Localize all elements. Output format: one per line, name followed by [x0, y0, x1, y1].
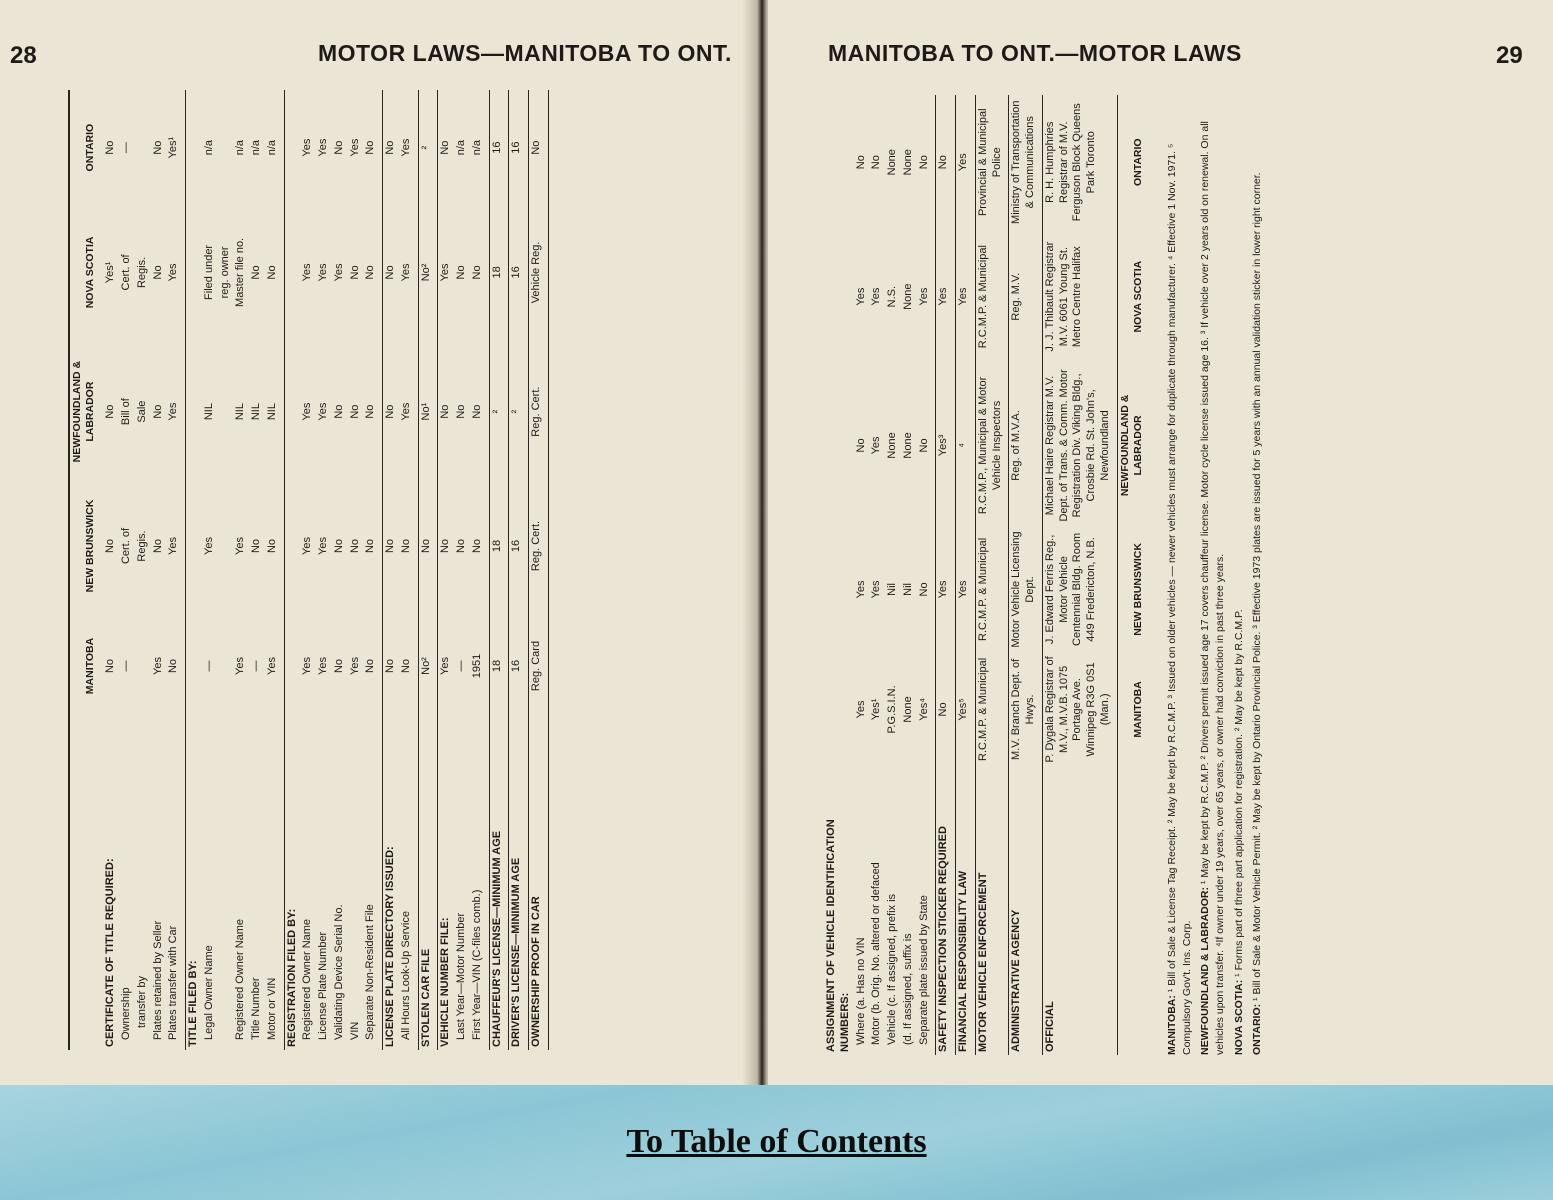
row-label: Registered Owner Name [301, 918, 314, 1040]
row-value: R.C.M.P., Municipal & Motor Vehicle Inspectors [975, 364, 1009, 527]
row-value [284, 205, 300, 339]
row-value: No [363, 90, 382, 205]
row-value: Yes⁵ [956, 652, 976, 767]
row-value: No [265, 205, 284, 339]
row-value: Yes [317, 138, 329, 157]
row-value [218, 608, 234, 723]
row-value: Yes [854, 287, 867, 306]
row-value: Yes [301, 657, 314, 675]
row-value: No [399, 484, 418, 609]
row-value: Sale [135, 400, 148, 423]
row-label: License Plate Number [317, 931, 329, 1040]
row-value [824, 229, 854, 363]
row-value [824, 652, 854, 767]
row-value: ² [489, 340, 509, 484]
table-row [300, 90, 316, 1050]
row-value: Cert. of [120, 254, 132, 291]
table-of-contents-link[interactable]: To Table of Contents [626, 1123, 927, 1160]
table-row [218, 90, 234, 1050]
row-label: Legal Owner Name [202, 945, 215, 1040]
row-value: No [854, 438, 867, 453]
row-value: No [166, 608, 185, 723]
row-value: Yes [870, 436, 883, 455]
row-value: No [363, 205, 382, 339]
row-value: Yes [936, 229, 956, 363]
row-value: No [104, 404, 117, 419]
row-value: NIL [202, 403, 215, 421]
row-value: No² [418, 608, 438, 723]
row-label: Title Number [250, 977, 262, 1040]
row-value: Yes [854, 580, 867, 599]
row-label: Plates retained by Seller [151, 920, 164, 1040]
table-row [249, 90, 265, 1050]
footnote-lead: MANITOBA: [1165, 995, 1178, 1055]
row-value: Nil [886, 583, 898, 596]
row-label: First Year—VIN (C-files comb.) [470, 724, 489, 1050]
row-value: No [332, 404, 345, 419]
table-row [186, 90, 202, 1050]
row-value: No [439, 404, 452, 419]
table-row [103, 90, 119, 1050]
row-value: NIL [265, 340, 284, 484]
row-label: Validating Device Serial No. [332, 904, 345, 1040]
table-row [1009, 95, 1043, 1055]
row-value: Yes [234, 537, 247, 555]
row-label: CHAUFFEUR'S LICENSE—MINIMUM AGE [489, 724, 509, 1050]
row-value: Regis. [135, 530, 148, 562]
row-value [186, 205, 202, 339]
row-value: Yes [317, 537, 329, 555]
row-value: Master file no. [234, 237, 247, 307]
right-table-footer-header-cell: NEW BRUNSWICK [1131, 543, 1144, 636]
row-value: n/a [455, 139, 467, 156]
row-value: — [250, 660, 262, 672]
row-value: No [439, 140, 452, 155]
row-value: No [348, 404, 361, 419]
row-value: R. H. Humphries Registrar of M.V. Ferguson Block Queens Park Toronto [1042, 95, 1117, 229]
row-value: No [418, 484, 438, 609]
table-row [869, 95, 885, 1055]
right-table [824, 95, 1151, 1055]
footnote [1250, 95, 1265, 1055]
row-value: Yes [234, 657, 247, 675]
footnote-text: ¹ May be kept by R.C.M.P. ² Drivers permit issued age 17 covers chauffeur license. Motor cycle license issued age 16. ³ If vehicle over 2 years old on renewal. On all vehicles upon transfer. ⁴If owner under 19 years, over 65 years, or owner had conviction in past three years. [1199, 121, 1227, 1055]
table-row [901, 95, 917, 1055]
row-value: Yes [332, 263, 345, 282]
row-value: No [250, 538, 262, 554]
row-value: n/a [250, 139, 262, 156]
row-value: No [455, 404, 467, 419]
right-table-footer-header [1117, 95, 1151, 1055]
row-label: All Hours Look-Up Service [399, 724, 418, 1050]
row-value: Yes [854, 700, 867, 719]
row-value: Yes [317, 263, 329, 282]
row-value: ⁴ [956, 364, 976, 527]
row-value: ² [509, 340, 529, 484]
row-value: No [455, 265, 467, 280]
row-value: Yes [956, 527, 976, 652]
row-value: None [901, 149, 914, 176]
table-row [509, 90, 529, 1050]
left-table-header-cell: ONTARIO [84, 123, 97, 172]
left-table-header-cell [69, 724, 103, 1050]
left-rotated-table-wrapper [68, 90, 549, 1050]
row-value: No [455, 538, 467, 554]
row-value: Regis. [135, 256, 148, 289]
table-row [975, 95, 1009, 1055]
row-value: Yes [301, 402, 314, 421]
row-label: ADMINISTRATIVE AGENCY [1009, 767, 1043, 1055]
row-label: (d. If assigned, suffix is [901, 933, 914, 1045]
row-value: R.C.M.P. & Municipal [975, 229, 1009, 363]
page-number-left: 28 [10, 42, 37, 69]
row-value: No [250, 265, 262, 280]
row-value: No [332, 538, 345, 554]
row-value: Yes [301, 138, 314, 157]
row-value: Yes [956, 229, 976, 363]
table-row [348, 90, 364, 1050]
right-table-footer-header-cell: NOVA SCOTIA [1131, 260, 1144, 333]
row-label: REGISTRATION FILED BY: [285, 908, 298, 1047]
row-value: Provincial & Municipal Police [975, 95, 1009, 229]
row-label: DRIVER'S LICENSE—MINIMUM AGE [509, 724, 529, 1050]
row-value [824, 364, 854, 527]
row-value: 18 [489, 205, 509, 339]
footnote-text: ¹ Bill of Sale & License Tag Receipt. ² May be kept by R.C.M.P. ³ Issued on older vehicles — newer vehicles must arrange for duplicate through manufacturer. ⁴ Effective 1 Nov. 1971. ⁵ Compulsory Gov't. Ins. Corp. [1165, 143, 1193, 1055]
row-value: Yes³ [936, 364, 956, 527]
row-value: Yes [265, 608, 284, 723]
row-value: No [384, 538, 396, 554]
row-value: Yes [348, 138, 361, 157]
row-value: Vehicle Reg. [529, 205, 549, 339]
row-value [186, 608, 202, 723]
row-value: None [901, 432, 914, 459]
row-value: No [399, 608, 418, 723]
row-value: No [363, 608, 382, 723]
row-value: Cert. of [120, 527, 132, 565]
row-value [218, 340, 234, 484]
row-value: reg. owner [218, 246, 231, 299]
row-label: CERTIFICATE OF TITLE REQUIRED: [104, 858, 117, 1047]
row-value: R.C.M.P. & Municipal [975, 652, 1009, 767]
table-row [854, 95, 870, 1055]
table-row [202, 90, 218, 1050]
row-value: Yes [166, 484, 185, 609]
row-value [284, 608, 300, 723]
row-value: J. J. Thibault Registrar M.V. 6061 Young St. Metro Centre Halifax [1042, 229, 1117, 363]
row-value: No [104, 140, 117, 155]
row-value: 16 [509, 205, 529, 339]
left-table-header-cell: NEW BRUNSWICK [84, 499, 97, 593]
table-row [936, 95, 956, 1055]
row-value: None [886, 149, 898, 176]
row-value: n/a [202, 139, 215, 156]
footnote-lead: ONTARIO: [1250, 1003, 1263, 1055]
right-table-footer-header-cell: MANITOBA [1131, 681, 1144, 738]
row-value: Yes [439, 263, 452, 282]
table-row [438, 90, 454, 1050]
table-row [956, 95, 976, 1055]
row-value [824, 95, 854, 229]
row-value: No [151, 265, 164, 280]
row-value: No [529, 90, 549, 205]
row-label: Where (a. Has no VIN [854, 937, 867, 1045]
left-table-header-cell: NOVA SCOTIA [84, 236, 97, 309]
left-table [68, 90, 549, 1050]
row-value: 18 [489, 608, 509, 723]
row-value: 16 [509, 90, 529, 205]
row-value: Ministry of Transportation & Communications [1009, 95, 1043, 229]
table-row [1042, 95, 1117, 1055]
row-value: Reg. Card [529, 608, 549, 723]
table-row [233, 90, 249, 1050]
table-row [151, 90, 167, 1050]
row-value: Yes [870, 287, 883, 306]
row-label: VEHICLE NUMBER FILE: [439, 917, 452, 1047]
row-value [135, 90, 151, 205]
row-value: Motor Vehicle Licensing Dept. [1009, 527, 1043, 652]
row-value: Reg. M.V. [1009, 229, 1043, 363]
row-label: SAFETY INSPECTION STICKER REQUIRED [936, 767, 956, 1055]
row-label: OWNERSHIP PROOF IN CAR [529, 724, 549, 1050]
row-label: Ownership [120, 987, 132, 1040]
row-value: — [202, 660, 215, 672]
row-value: Yes [166, 340, 185, 484]
row-value: No [104, 658, 117, 674]
row-value: None [901, 696, 914, 723]
table-row [119, 90, 135, 1050]
running-head-right: MANITOBA TO ONT.—MOTOR LAWS [828, 40, 1242, 66]
table-row [917, 95, 936, 1055]
row-value: Filed under [202, 244, 215, 300]
row-value: NIL [234, 403, 247, 421]
row-value: No [384, 140, 396, 155]
row-label: Plates transfer with Car [166, 724, 185, 1050]
row-value: No [332, 658, 345, 674]
running-head-left: MOTOR LAWS—MANITOBA TO ONT. [318, 40, 732, 66]
left-page [0, 0, 758, 1085]
footnote-lead: NOVA SCOTIA: [1232, 979, 1245, 1055]
row-label [218, 724, 234, 1050]
left-table-header-cell: MANITOBA [84, 637, 97, 695]
right-rotated-table-wrapper [824, 95, 1268, 1055]
row-value: None [901, 283, 914, 310]
row-value: Yes [956, 95, 976, 229]
footnotes [1165, 95, 1265, 1055]
row-value: No¹ [418, 340, 438, 484]
row-value: Bill of [120, 398, 132, 426]
row-value: No [151, 404, 164, 419]
row-label: transfer by [135, 976, 148, 1028]
row-value: ² [418, 90, 438, 205]
row-value: Yes [166, 205, 185, 339]
row-value: Yes [317, 402, 329, 421]
right-table-footer-header-cell: ONTARIO [1131, 138, 1144, 187]
row-label: ASSIGNMENT OF VEHICLE IDENTIFICATION NUMBERS: [825, 819, 851, 1052]
footnote-text: ¹ Forms part of three part application for registration. ² May be kept by R.C.M.P. [1232, 609, 1245, 977]
row-value: No [348, 538, 361, 554]
left-table-header-cell: NEWFOUNDLAND & LABRADOR [71, 360, 97, 463]
row-value: Yes [439, 657, 452, 675]
table-row [885, 95, 901, 1055]
row-value: No [470, 205, 489, 339]
row-label: STOLEN CAR FILE [418, 724, 438, 1050]
row-value: No [151, 140, 164, 155]
table-row [166, 90, 185, 1050]
row-value: None [886, 432, 898, 459]
row-value: J. Edward Ferris Reg., Motor Vehicle Centennial Bldg. Room 449 Fredericton, N.B. [1042, 527, 1117, 652]
row-value: No [265, 484, 284, 609]
row-label: Registered Owner Name [234, 918, 247, 1040]
row-value: M.V. Branch Dept. of Hwys. [1009, 652, 1043, 767]
row-label: Motor or VIN [265, 724, 284, 1050]
row-value [186, 90, 202, 205]
row-value: No [470, 484, 489, 609]
table-row [529, 90, 549, 1050]
row-value [135, 608, 151, 723]
row-value: Yes [317, 657, 329, 675]
table-row [470, 90, 489, 1050]
row-value [186, 484, 202, 609]
row-value [186, 340, 202, 484]
table-row [316, 90, 332, 1050]
footnote-lead: NEWFOUNDLAND & LABRADOR: [1199, 887, 1212, 1055]
footnote [1165, 95, 1195, 1055]
row-value: — [455, 660, 467, 672]
right-table-footer-header-cell [1117, 767, 1151, 1055]
left-table-header [69, 90, 103, 1050]
table-row [454, 90, 470, 1050]
row-value: — [120, 660, 132, 672]
page-number-right: 29 [1496, 42, 1523, 69]
row-value: No [384, 404, 396, 419]
row-value [218, 90, 234, 205]
row-value: n/a [470, 90, 489, 205]
row-label: TITLE FILED BY: [187, 960, 199, 1047]
table-row [489, 90, 509, 1050]
row-value: 16 [509, 608, 529, 723]
row-value: No [384, 265, 396, 280]
row-value: Yes [399, 340, 418, 484]
row-value: 18 [489, 484, 509, 609]
row-value: P.G.S.I.N. [886, 685, 898, 734]
row-value: Yes [399, 90, 418, 205]
row-value: R.C.M.P. & Municipal [975, 527, 1009, 652]
footnote [1198, 95, 1228, 1055]
row-value: Yes [151, 657, 164, 675]
table-row [399, 90, 418, 1050]
row-value: No [439, 538, 452, 554]
row-value: 16 [489, 90, 509, 205]
row-value: Yes [348, 657, 361, 675]
row-label: MOTOR VEHICLE ENFORCEMENT [975, 767, 1009, 1055]
row-value: Nil [901, 583, 914, 596]
row-value: Reg. Cert. [529, 484, 549, 609]
row-value: Yes⁴ [917, 652, 936, 767]
row-value: Yes [399, 205, 418, 339]
row-label: FINANCIAL RESPONSIBILITY LAW [956, 767, 976, 1055]
row-value: Yes [202, 537, 215, 555]
row-value: No [104, 538, 117, 554]
table-row [383, 90, 399, 1050]
row-label: LICENSE PLATE DIRECTORY ISSUED: [384, 846, 396, 1047]
row-value: 16 [509, 484, 529, 609]
row-value: n/a [265, 90, 284, 205]
row-value: Yes¹ [870, 698, 883, 721]
row-value: P. Dygala Registrar of M.V., M.V.B. 1075 Portage Ave. Winnipeg R3G 0S1 (Man.) [1042, 652, 1117, 767]
row-value [284, 484, 300, 609]
row-value: No [870, 155, 883, 170]
row-value: Yes [301, 537, 314, 555]
row-label: OFFICIAL [1042, 767, 1117, 1055]
row-value: No [854, 155, 867, 170]
row-label: Vehicle (c. If assigned, prefix is [886, 893, 898, 1045]
row-value: No [332, 140, 345, 155]
row-value: Yes [870, 580, 883, 599]
row-value: Yes [936, 527, 956, 652]
row-value: No [348, 265, 361, 280]
row-value: No² [418, 205, 438, 339]
row-label: Motor (b. Orig. No. altered or defaced [870, 862, 883, 1045]
footnote [1232, 95, 1247, 1055]
row-value: Yes [301, 263, 314, 282]
row-value: No [363, 484, 382, 609]
table-row [265, 90, 284, 1050]
table-row [135, 90, 151, 1050]
row-value: NIL [250, 403, 262, 421]
row-label: VIN [348, 1021, 361, 1040]
row-value: — [120, 142, 132, 154]
right-table-footer-header-cell: NEWFOUNDLAND & LABRADOR [1118, 394, 1144, 497]
row-value [218, 484, 234, 609]
row-value: No [384, 658, 396, 674]
row-value: 1951 [470, 608, 489, 723]
table-row [284, 90, 300, 1050]
bottom-navigation-bar [0, 1085, 1553, 1200]
row-value: No [363, 340, 382, 484]
row-value: Reg. Cert. [529, 340, 549, 484]
row-label: Separate plate issued by State [917, 767, 936, 1055]
row-value: No [936, 652, 956, 767]
row-value: Yes [917, 229, 936, 363]
row-value [284, 90, 300, 205]
row-label: Separate Non-Resident File [363, 724, 382, 1050]
row-label: Last Year—Motor Number [455, 912, 467, 1040]
right-page [768, 0, 1553, 1085]
table-row [332, 90, 348, 1050]
table-row [824, 95, 854, 1055]
footnote-text: ¹ Bill of Sale & Motor Vehicle Permit. ² May be kept by Ontario Provincial Police. ³ Effective 1973 plates are issued for 5 years with an annual validation sticker in lower right corner. [1250, 172, 1263, 1001]
row-value: n/a [234, 139, 247, 156]
table-row [418, 90, 438, 1050]
row-value: No [917, 95, 936, 229]
row-value [284, 340, 300, 484]
row-value: Yes¹ [166, 90, 185, 205]
row-value: No [917, 364, 936, 527]
row-value: No [470, 340, 489, 484]
row-value: N.S. [886, 285, 898, 308]
row-value: No [936, 95, 956, 229]
row-value: Reg. of M.V.A. [1009, 364, 1043, 527]
table-row [363, 90, 382, 1050]
row-value: No [151, 538, 164, 554]
row-value [824, 527, 854, 652]
row-value: Michael Haire Registrar M.V. Dept. of Trans. & Comm. Motor Registration Div. Viking Bldg., Crosbie Rd. St. John's, Newfoundland [1042, 364, 1117, 527]
row-value: No [917, 527, 936, 652]
row-value: Yes¹ [104, 261, 117, 284]
